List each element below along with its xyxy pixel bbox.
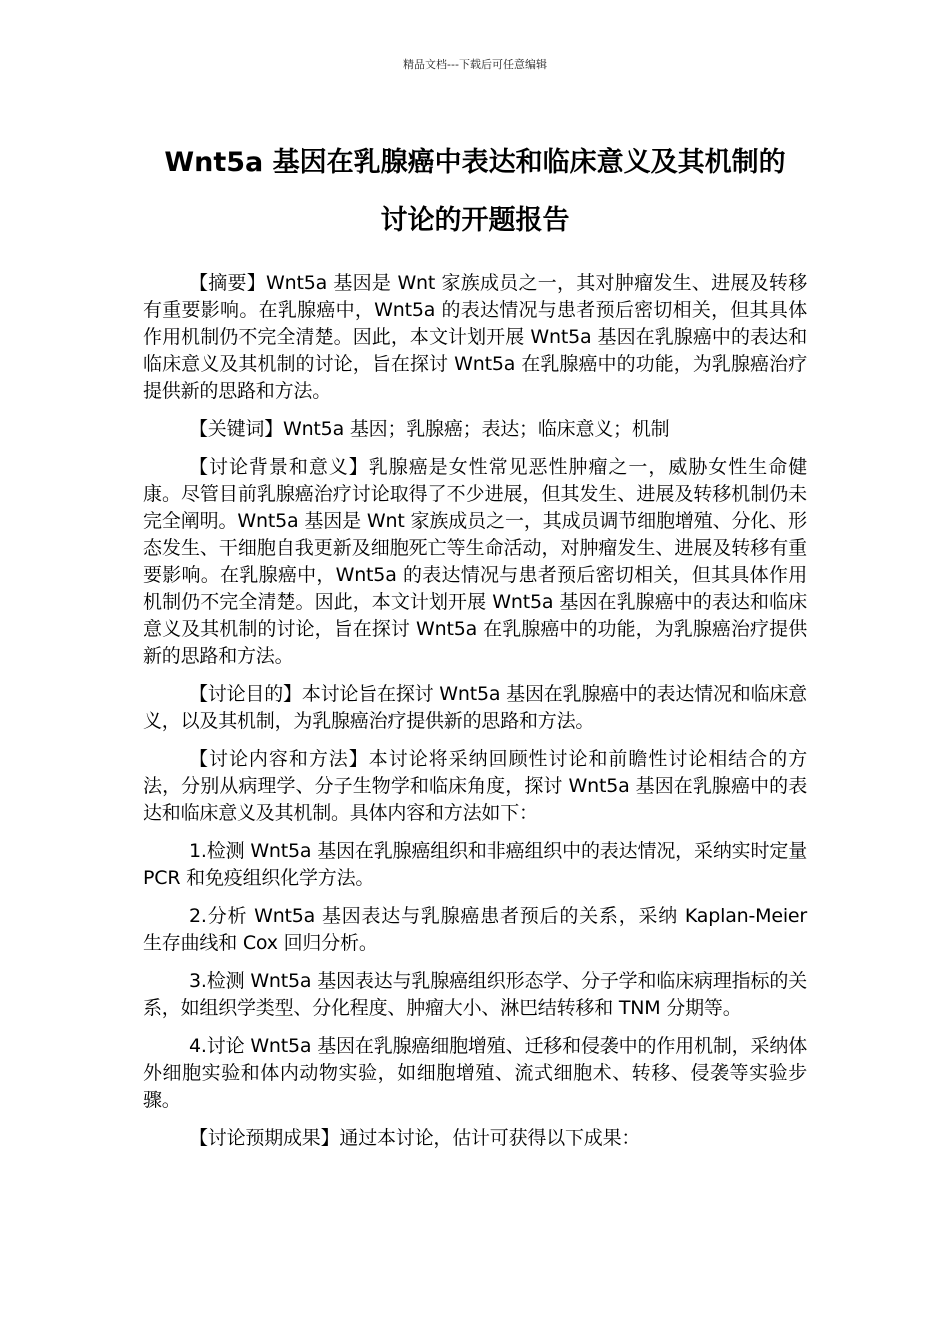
document-body	[143, 270, 807, 1163]
expected-results-paragraph: 【讨论预期成果】通过本讨论，估计可获得以下成果：	[189, 1127, 641, 1149]
abstract-paragraph: 【摘要】Wnt5a 基因是 Wnt 家族成员之一，其对肿瘤发生、进展及转移有重要影响。在乳腺癌中，Wnt5a 的表达情况与患者预后密切相关，但其具体作用机制仍不完全清楚。因此，本文计划开展 Wnt5a 基因在乳腺癌中的表达和临床意义及其机制的讨论，旨在探讨 Wnt5a 在乳腺癌中的功能，为乳腺癌治疗提供新的思路和方法。	[143, 272, 807, 402]
background-paragraph: 【讨论背景和意义】乳腺癌是女性常见恶性肿瘤之一，威胁女性生命健康。尽管目前乳腺癌治疗讨论取得了不少进展，但其发生、进展及转移机制仍未完全阐明。Wnt5a 基因是 Wnt 家族成员之一，其成员调节细胞增殖、分化、形态发生、干细胞自我更新及细胞死亡等生命活动，对肿瘤发生、进展及转移有重要影响。在乳腺癌中，Wnt5a 的表达情况与患者预后密切相关，但其具体作用机制仍不完全清楚。因此，本文计划开展 Wnt5a 基因在乳腺癌中的表达和临床意义及其机制的讨论，旨在探讨 Wnt5a 在乳腺癌中的功能，为乳腺癌治疗提供新的思路和方法。	[143, 456, 807, 667]
title-line-2: 讨论的开题报告	[380, 205, 570, 236]
document-title	[120, 134, 830, 250]
method-item-1: 1.检测 Wnt5a 基因在乳腺癌组织和非癌组织中的表达情况，采纳实时定量 PCR 和免疫组织化学方法。	[143, 840, 807, 889]
page-header: 精品文档---下载后可任意编辑	[403, 58, 547, 71]
methods-paragraph: 【讨论内容和方法】本讨论将采纳回顾性讨论和前瞻性讨论相结合的方法，分别从病理学、分子生物学和临床角度，探讨 Wnt5a 基因在乳腺癌中的表达和临床意义及其机制。具体内容和方法如下：	[143, 748, 807, 824]
method-item-4: 4.讨论 Wnt5a 基因在乳腺癌细胞增殖、迁移和侵袭中的作用机制，采纳体外细胞实验和体内动物实验，如细胞增殖、流式细胞术、转移、侵袭等实验步骤。	[143, 1035, 807, 1111]
method-item-2: 2.分析 Wnt5a 基因表达与乳腺癌患者预后的关系，采纳 Kaplan-Meier 生存曲线和 Cox 回归分析。	[143, 905, 807, 954]
title-line-1: Wnt5a 基因在乳腺癌中表达和临床意义及其机制的	[164, 147, 786, 178]
objective-paragraph: 【讨论目的】本讨论旨在探讨 Wnt5a 基因在乳腺癌中的表达情况和临床意义，以及其机制，为乳腺癌治疗提供新的思路和方法。	[143, 683, 807, 732]
method-item-3: 3.检测 Wnt5a 基因表达与乳腺癌组织形态学、分子学和临床病理指标的关系，如组织学类型、分化程度、肿瘤大小、淋巴结转移和 TNM 分期等。	[143, 970, 807, 1019]
keywords-paragraph: 【关键词】Wnt5a 基因；乳腺癌；表达；临床意义；机制	[189, 418, 670, 440]
